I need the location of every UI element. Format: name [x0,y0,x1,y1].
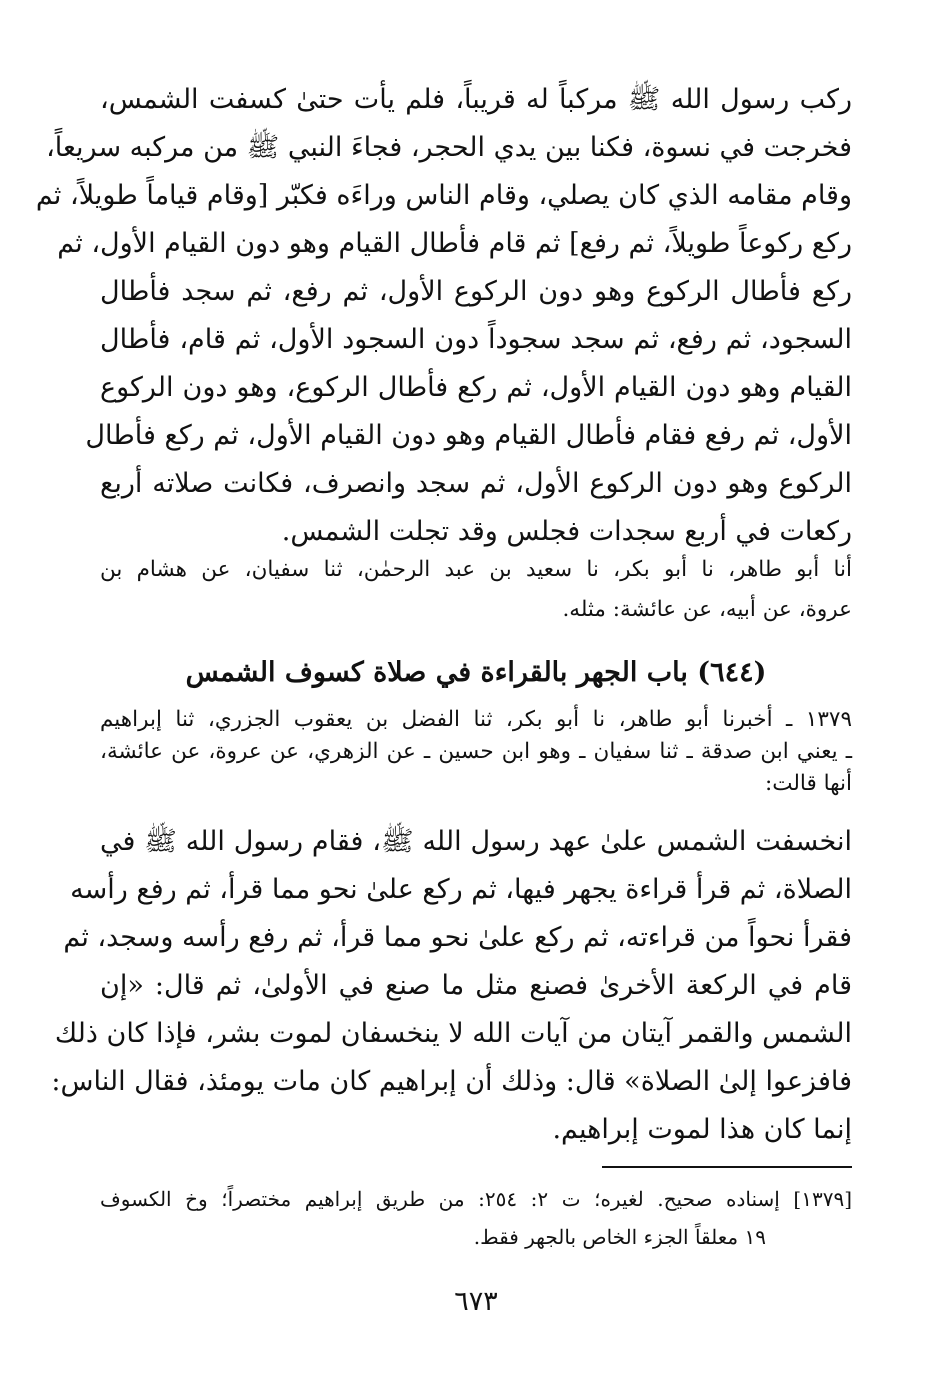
hadith-isnad [100,704,852,800]
text-line: أنها قالت: [765,771,852,796]
main-paragraph [35,76,852,556]
footnote [100,1180,852,1256]
text-line: أنا أبو طاهر، نا أبو بكر، نا سعيد بن عبد الرحمٰن، ثنا سفيان، عن هشام بن [100,557,852,582]
text-line: إنما كان هذا لموت إبراهيم. [552,1114,852,1145]
text-line: فقرأ نحواً من قراءته، ثم ركع علىٰ نحو مما قرأ، ثم رفع رأسه وسجد، ثم [63,922,852,953]
secondary-chain [100,550,852,630]
text-line: ١٣٧٩ ـ أخبرنا أبو طاهر، نا أبو بكر، ثنا الفضل بن يعقوب الجزري، ثنا إبراهيم [100,707,852,732]
chapter-heading: (٦٤٤) باب الجهر بالقراءة في صلاة كسوف الشمس [185,657,767,688]
text-line: السجود، ثم رفع، ثم سجد سجوداً دون السجود الأول، ثم قام، فأطال [100,324,852,355]
text-line: فافزعوا إلىٰ الصلاة» قال: وذلك أن إبراهيم كان مات يومئذ، فقال الناس: [51,1066,852,1097]
text-line: الصلاة، ثم قرأ قراءة يجهر فيها، ثم ركع علىٰ نحو مما قرأ، ثم رفع رأسه [70,874,852,905]
footnote-line: [١٣٧٩] إسناده صحيح. لغيره؛ ت ٢: ٢٥٤: من طريق إبراهيم مختصراً؛ وخ الكسوف [100,1187,852,1211]
text-line: القيام وهو دون القيام الأول، ثم ركع فأطال الركوع، وهو دون الركوع [100,372,852,403]
text-line: الركوع وهو دون الركوع الأول، ثم سجد وانصرف، فكانت صلاته أربع [100,468,852,499]
hadith-text [51,818,852,1154]
text-line: انخسفت الشمس علىٰ عهد رسول الله ﷺ، فقام رسول الله ﷺ في [100,826,852,857]
text-line: ـ يعني ابن صدقة ـ ثنا سفيان ـ وهو ابن حسين ـ عن الزهري، عن عروة، عن عائشة، [100,739,852,764]
text-line: قام في الركعة الأخرىٰ فصنع مثل ما صنع في الأولىٰ، ثم قال: «إن [100,970,852,1001]
footnote-line: ١٩ معلقاً الجزء الخاص بالجهر فقط. [473,1225,766,1249]
text-line: عروة، عن أبيه، عن عائشة: مثله. [562,597,852,622]
text-line: فخرجت في نسوة، فكنا بين يدي الحجر، فجاءَ النبي ﷺ من مركبه سريعاً، [46,132,852,163]
page-number: ٦٧٣ [454,1286,498,1317]
text-line: الأول، ثم رفع فقام فأطال القيام وهو دون القيام الأول، ثم ركع فأطال [85,420,852,451]
text-line: الشمس والقمر آيتان من آيات الله لا ينخسفان لموت بشر، فإذا كان ذلك [54,1018,852,1049]
text-line: وقام مقامه الذي كان يصلي، وقام الناس وراءَه فكبّر [وقام قياماً طويلاً، ثم [35,180,852,211]
text-line: ركع فأطال الركوع وهو دون الركوع الأول، ثم رفع، ثم سجد فأطال [100,276,852,307]
text-line: ركعات في أربع سجدات فجلس وقد تجلت الشمس. [281,516,852,547]
footnote-divider [602,1166,852,1168]
text-line: ركب رسول الله ﷺ مركباً له قريباً، فلم يأت حتىٰ كسفت الشمس، [100,84,852,115]
text-line: ركع ركوعاً طويلاً، ثم رفع] ثم قام فأطال القيام وهو دون القيام الأول، ثم [57,228,852,259]
